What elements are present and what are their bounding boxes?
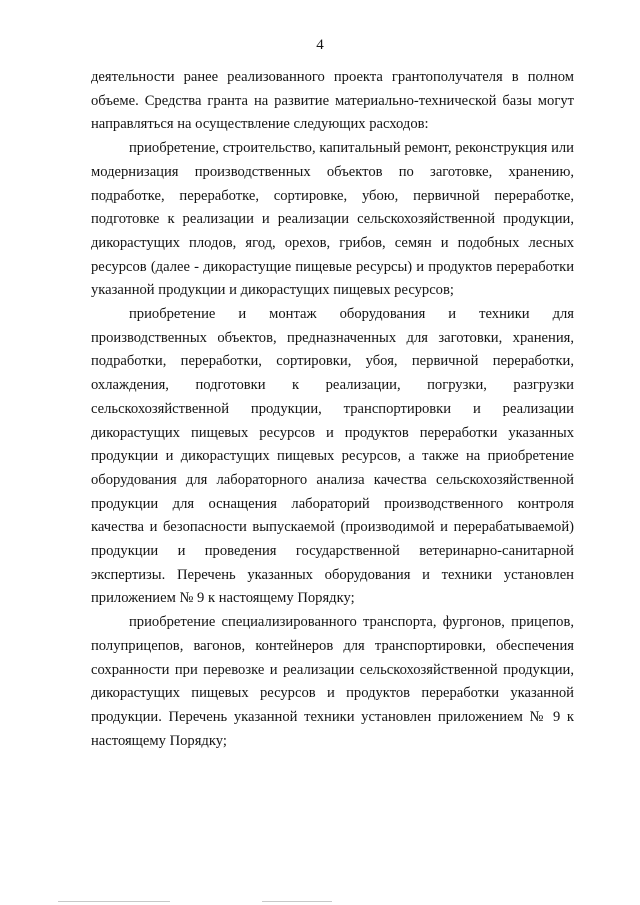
paragraph-expense-item-3: приобретение специализированного транспорта, фургонов, прицепов, полуприцепов, вагонов, контейнеров для транспортировки, обеспечения сохранности при перевозке и реализации сельскохозяйственной продукции, дикорастущих пищевых ресурсов и продуктов переработки указанной продукции. Перечень указанной техники установлен приложением № 9 к настоящему Порядку; xyxy=(91,614,574,749)
document-body xyxy=(91,66,574,753)
scan-edge-line-right xyxy=(262,901,332,902)
paragraph-continuation: деятельности ранее реализованного проекта грантополучателя в полном объеме. Средства гранта на развитие материально-технической базы могут направляться на осуществление следующих расходов: xyxy=(91,69,574,133)
paragraph-expense-item-1: приобретение, строительство, капитальный ремонт, реконструкция или модернизация производственных объектов по заготовке, хранению, подработке, переработке, сортировке, убою, первичной переработке, подготовке к реализации и реализации сельскохозяйственной продукции, дикорастущих плодов, ягод, орехов, грибов, семян и подобных лесных ресурсов (далее - дикорастущие пищевые ресурсы) и продуктов переработки указанной продукции и дикорастущих пищевых ресурсов; xyxy=(91,140,574,299)
paragraph-expense-item-2: приобретение и монтаж оборудования и техники для производственных объектов, предназначенных для заготовки, хранения, подработки, переработки, сортировки, убоя, первичной переработки, охлаждения, подготовки к реализации, погрузки, разгрузки сельскохозяйственной продукции, транспортировки и реализации дикорастущих пищевых ресурсов и продуктов переработки указанных продукции и дикорастущих пищевых ресурсов, а также на приобретение оборудования для лабораторного анализа качества сельскохозяйственной продукции для оснащения лабораторий производственного контроля качества и безопасности выпускаемой (производимой и перерабатываемой) продукции и проведения государственной ветеринарно-санитарной экспертизы. Перечень указанных оборудования и техники установлен приложением № 9 к настоящему Порядку; xyxy=(91,306,574,607)
scan-edge-line-left xyxy=(58,901,170,902)
page-number: 4 xyxy=(316,37,324,53)
